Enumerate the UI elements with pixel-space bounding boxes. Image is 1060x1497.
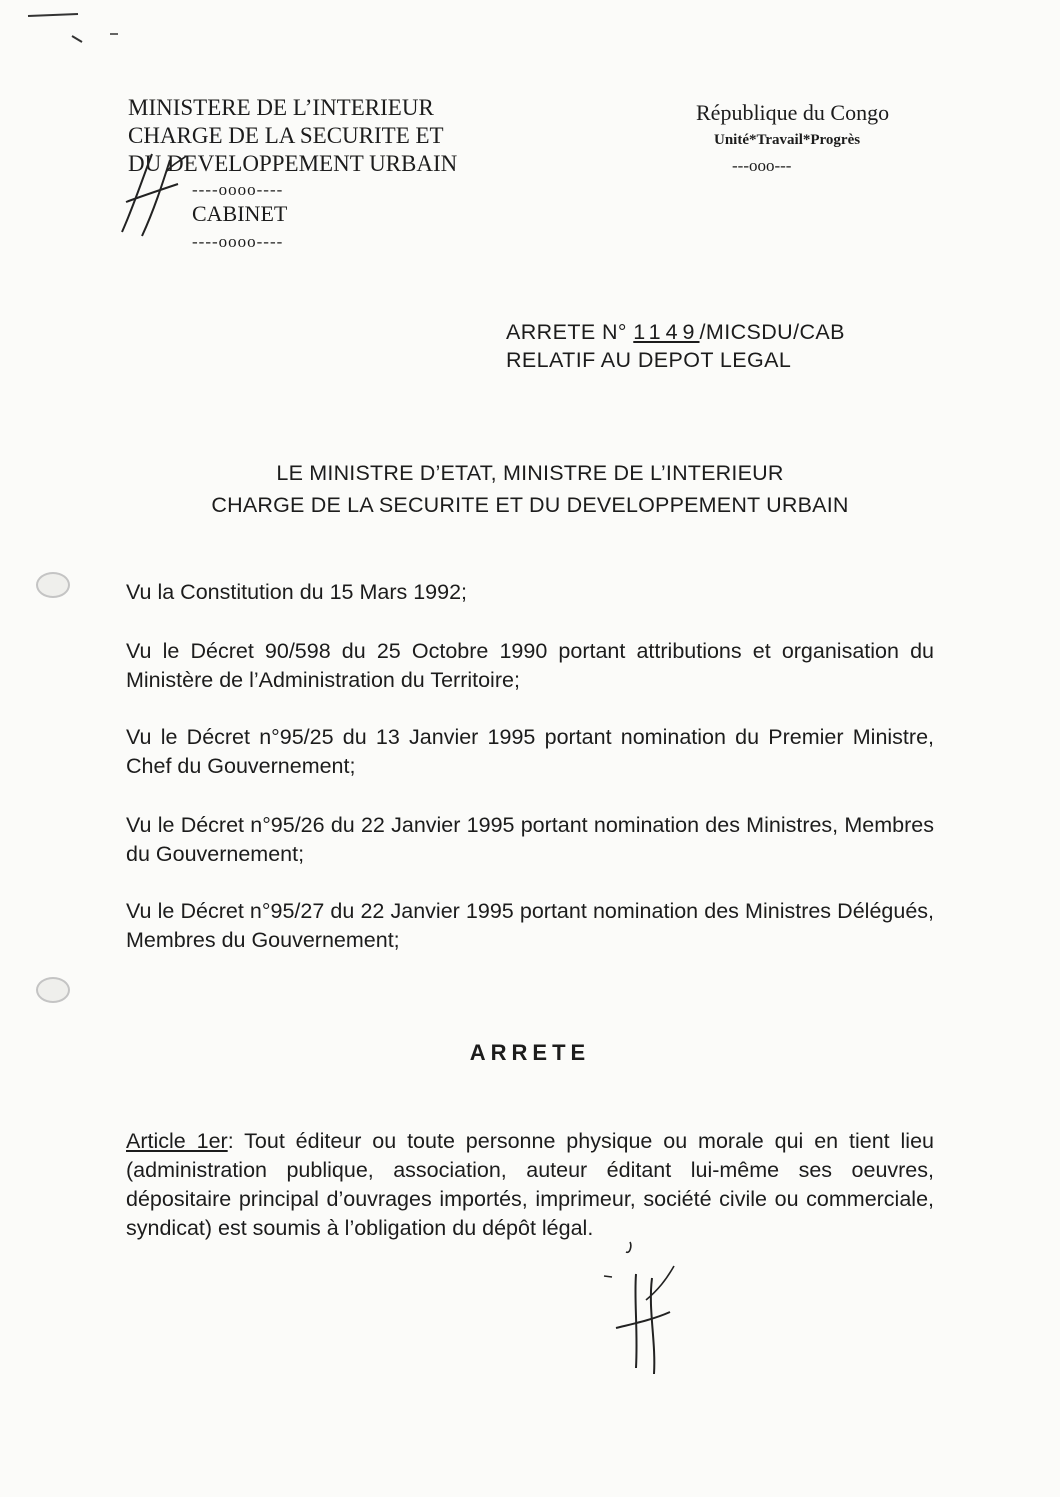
punch-hole bbox=[36, 977, 70, 1003]
consideration-5: Vu le Décret n°95/27 du 22 Janvier 1995 portant nomination des Ministres Délégués, Membres du Gouvernement; bbox=[126, 899, 934, 952]
ministry-line-2: CHARGE DE LA SECURITE ET bbox=[128, 123, 444, 148]
punch-hole bbox=[36, 572, 70, 598]
consideration-3: Vu le Décret n°95/25 du 13 Janvier 1995 portant nomination du Premier Ministre, Chef du Gouvernement; bbox=[126, 725, 934, 778]
reference-prefix: ARRETE N° bbox=[506, 320, 634, 344]
authority-line-1: LE MINISTRE D’ETAT, MINISTRE DE L’INTERIEUR bbox=[276, 461, 784, 485]
separator-bottom: ----oooo---- bbox=[192, 232, 284, 251]
article-1-text: : Tout éditeur ou toute personne physique ou morale qui en tient lieu (administration publique, association, auteur éditant lui-même ses oeuvres, dépositaire principal d’ouvrages importés, imprimeur, société civile ou commerciale, syndicat) est soumis à l’obligation du dépôt légal. bbox=[126, 1129, 934, 1240]
decree-reference bbox=[506, 320, 845, 345]
article-1 bbox=[126, 1127, 934, 1243]
cabinet-label: CABINET bbox=[192, 201, 288, 226]
motto-separator: ---ooo--- bbox=[732, 156, 792, 175]
republic-name: République du Congo bbox=[696, 100, 890, 125]
handwritten-signature-icon bbox=[596, 1240, 686, 1380]
consideration-2: Vu le Décret 90/598 du 25 Octobre 1990 portant attributions et organisation du Ministère de l’Administration du Territoire; bbox=[126, 639, 934, 692]
decision-heading: ARRETE bbox=[469, 1040, 591, 1065]
consideration-1: Vu la Constitution du 15 Mars 1992; bbox=[126, 580, 468, 604]
reference-suffix: /MICSDU/CAB bbox=[699, 320, 845, 344]
scan-mark-icon bbox=[22, 8, 112, 48]
authority-line-2: CHARGE DE LA SECURITE ET DU DEVELOPPEMENT URBAIN bbox=[211, 493, 849, 517]
national-motto: Unité*Travail*Progrès bbox=[714, 132, 861, 148]
separator-top: ----oooo---- bbox=[192, 180, 284, 199]
decree-subject: RELATIF AU DEPOT LEGAL bbox=[506, 348, 792, 372]
consideration-4: Vu le Décret n°95/26 du 22 Janvier 1995 portant nomination des Ministres, Membres du Gouvernement; bbox=[126, 813, 934, 866]
article-1-label: Article 1er bbox=[126, 1129, 228, 1153]
initials-signature-icon bbox=[112, 150, 192, 240]
ministry-line-1: MINISTERE DE L’INTERIEUR bbox=[128, 95, 434, 120]
reference-number: 1149 bbox=[633, 320, 700, 344]
ministry-line-3: DU DEVELOPPEMENT URBAIN bbox=[128, 151, 458, 176]
